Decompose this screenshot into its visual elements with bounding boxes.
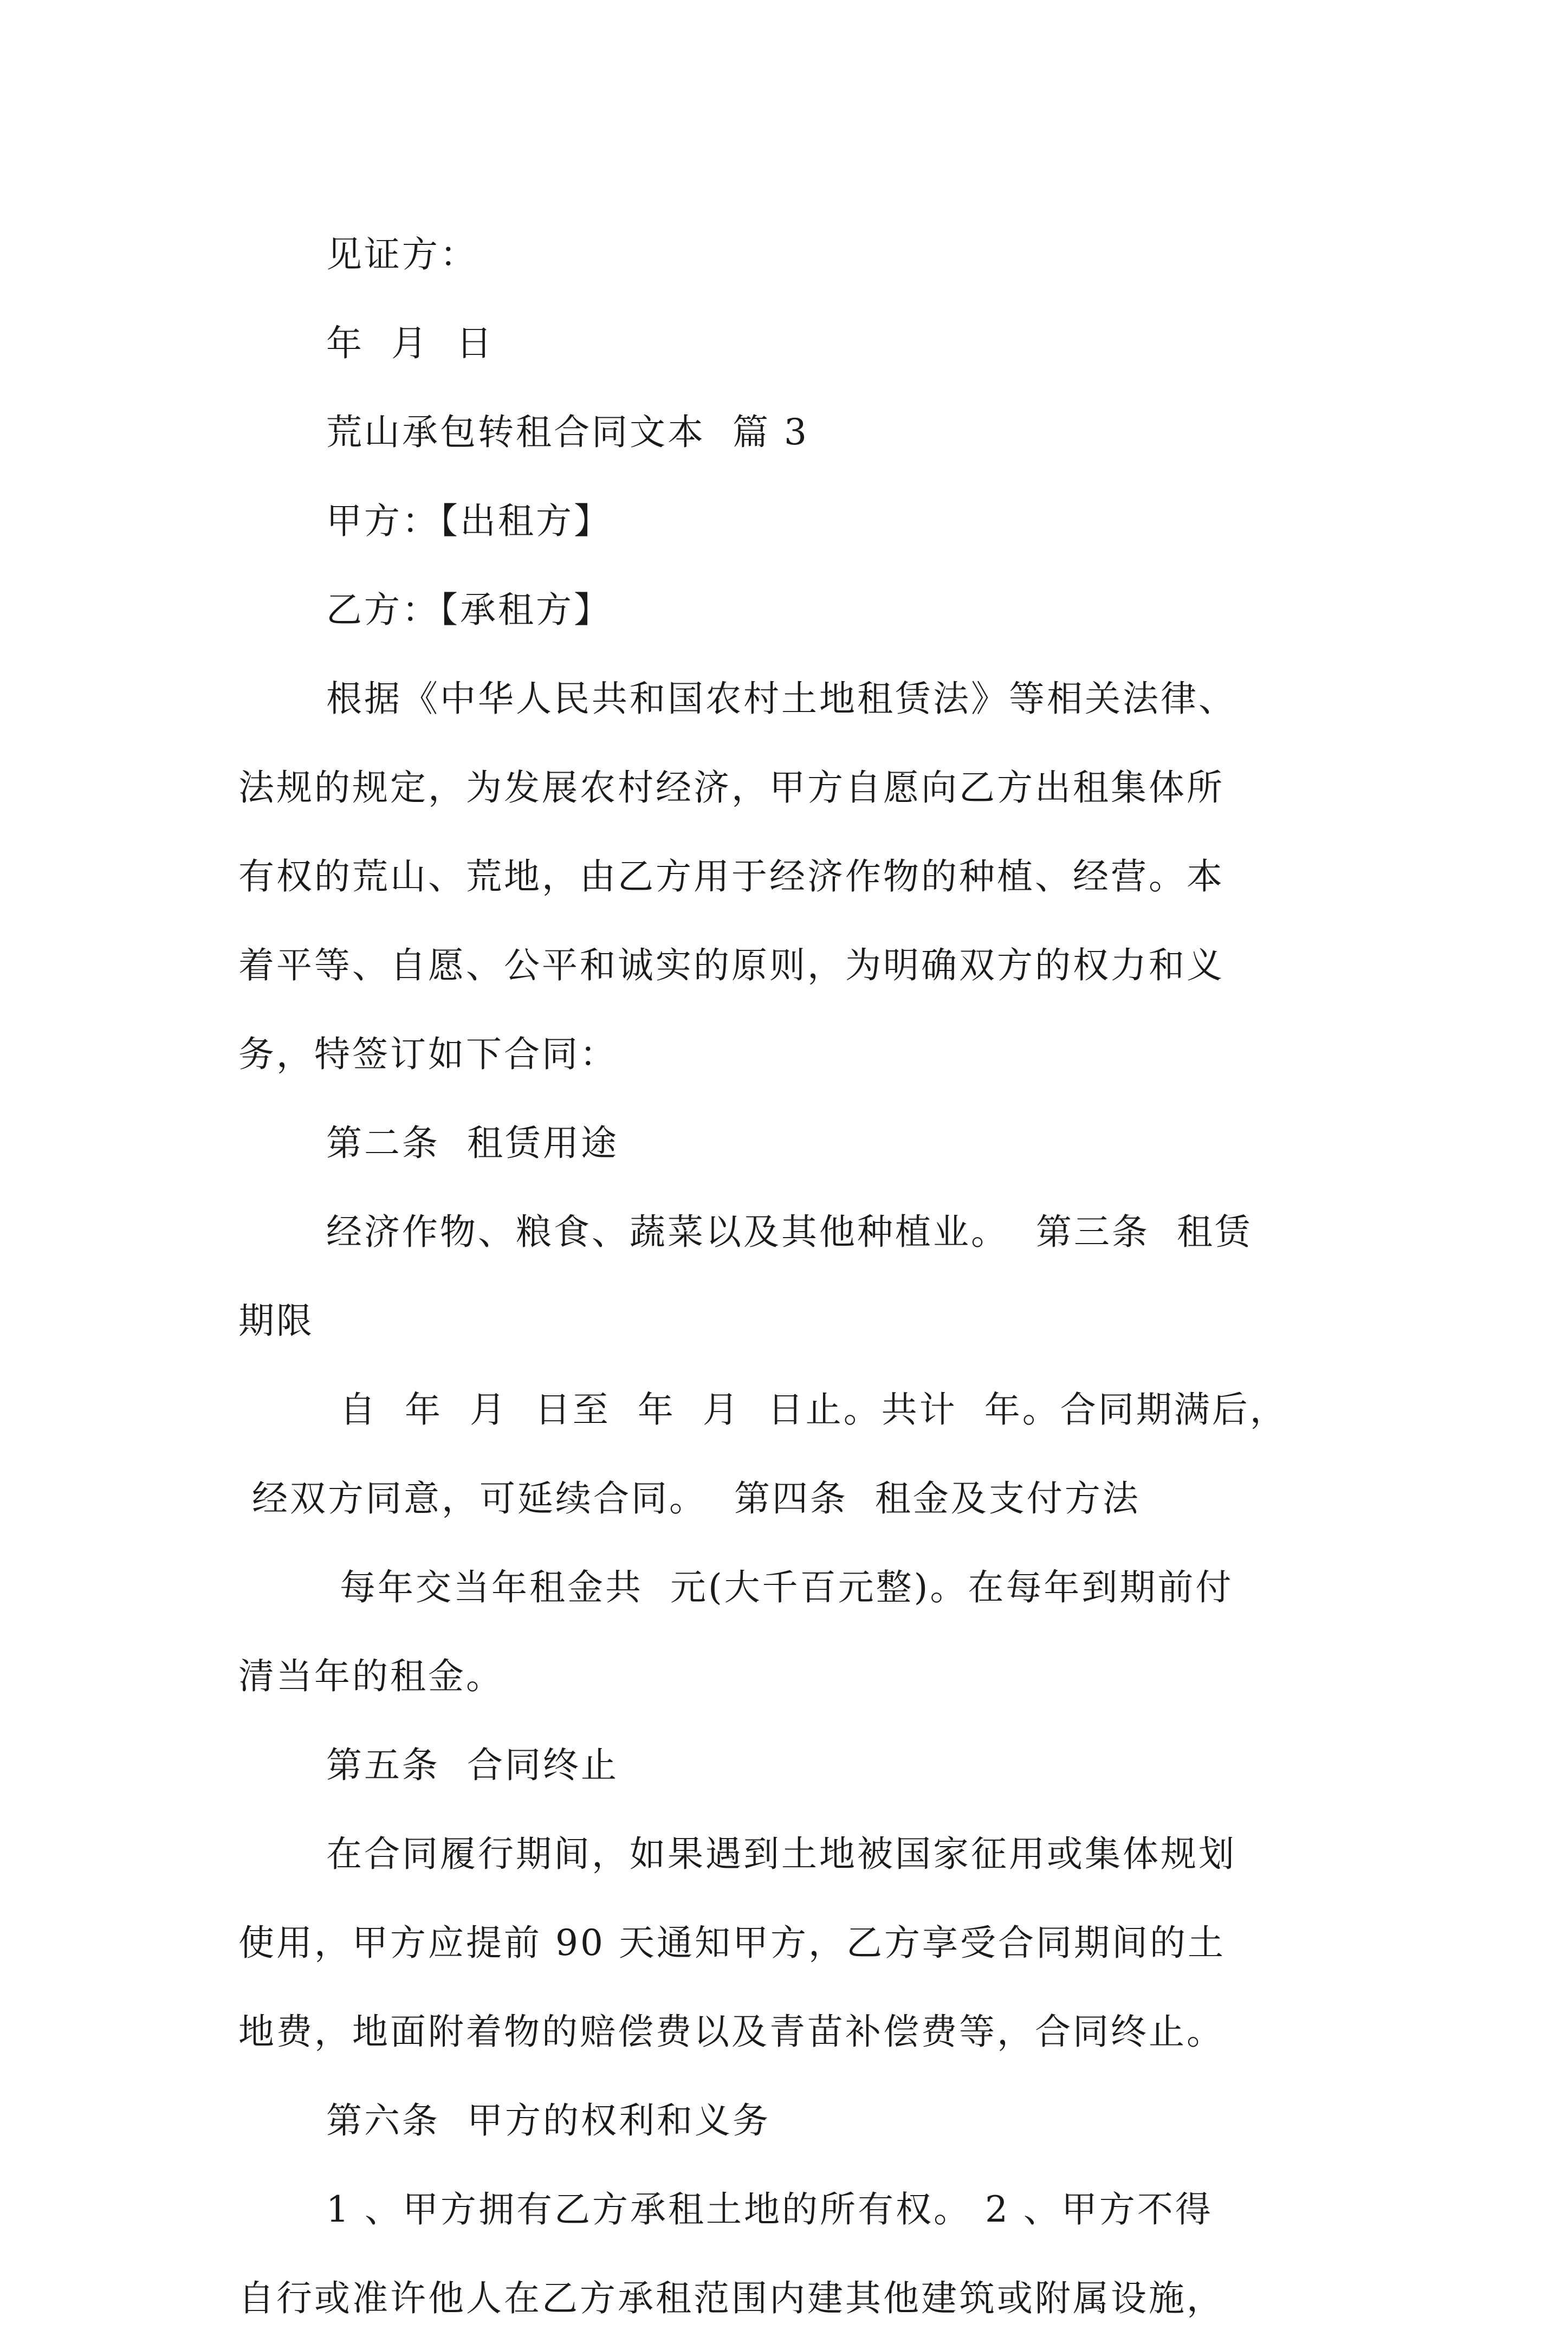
text-line: 乙方：【承租方】 <box>326 589 612 631</box>
text-line: 经双方同意，可延续合同。 第四条 租金及支付方法 <box>238 1478 1141 1519</box>
text-line: 在合同履行期间，如果遇到土地被国家征用或集体规划 <box>326 1833 1236 1875</box>
text-line: 荒山承包转租合同文本 篇 3 <box>326 411 809 453</box>
text-line: 期限 <box>238 1300 314 1342</box>
text-line: 清当年的租金。 <box>238 1655 504 1697</box>
text-line: 每年交当年租金共 元(大千百元整)。在每年到期前付 <box>326 1567 1234 1608</box>
text-line: 自 年 月 日至 年 月 日止。共计 年。合同期满后， <box>326 1389 1288 1431</box>
text-line: 1 、甲方拥有乙方承租土地的所有权。 2 、甲方不得 <box>326 2189 1213 2230</box>
text-line: 法规的规定，为发展农村经济，甲方自愿向乙方出租集体所 <box>238 767 1224 808</box>
text-line: 有权的荒山、荒地，由乙方用于经济作物的种植、经营。本 <box>238 856 1224 897</box>
text-line: 使用，甲方应提前 90 天通知甲方，乙方享受合同期间的土 <box>238 1922 1226 1964</box>
text-line: 地费，地面附着物的赔偿费以及青苗补偿费等，合同终止。 <box>238 2011 1224 2053</box>
text-line: 经济作物、粮食、蔬菜以及其他种植业。 第三条 租赁 <box>326 1211 1253 1253</box>
text-line: 第六条 甲方的权利和义务 <box>326 2100 770 2141</box>
text-line: 第二条 租赁用途 <box>326 1122 619 1164</box>
text-line: 自行或准许他人在乙方承租范围内建其他建筑或附属设施， <box>238 2277 1224 2319</box>
text-line: 年 月 日 <box>326 322 494 364</box>
document-body <box>238 210 1344 2343</box>
text-line: 第五条 合同终止 <box>326 1744 619 1786</box>
text-line: 甲方：【出租方】 <box>326 500 612 542</box>
text-line: 着平等、自愿、公平和诚实的原则，为明确双方的权力和义 <box>238 944 1224 986</box>
text-line: 见证方： <box>326 234 478 275</box>
text-line: 根据《中华人民共和国农村土地租赁法》等相关法律、 <box>326 678 1236 720</box>
text-line: 务，特签订如下合同： <box>238 1033 618 1075</box>
